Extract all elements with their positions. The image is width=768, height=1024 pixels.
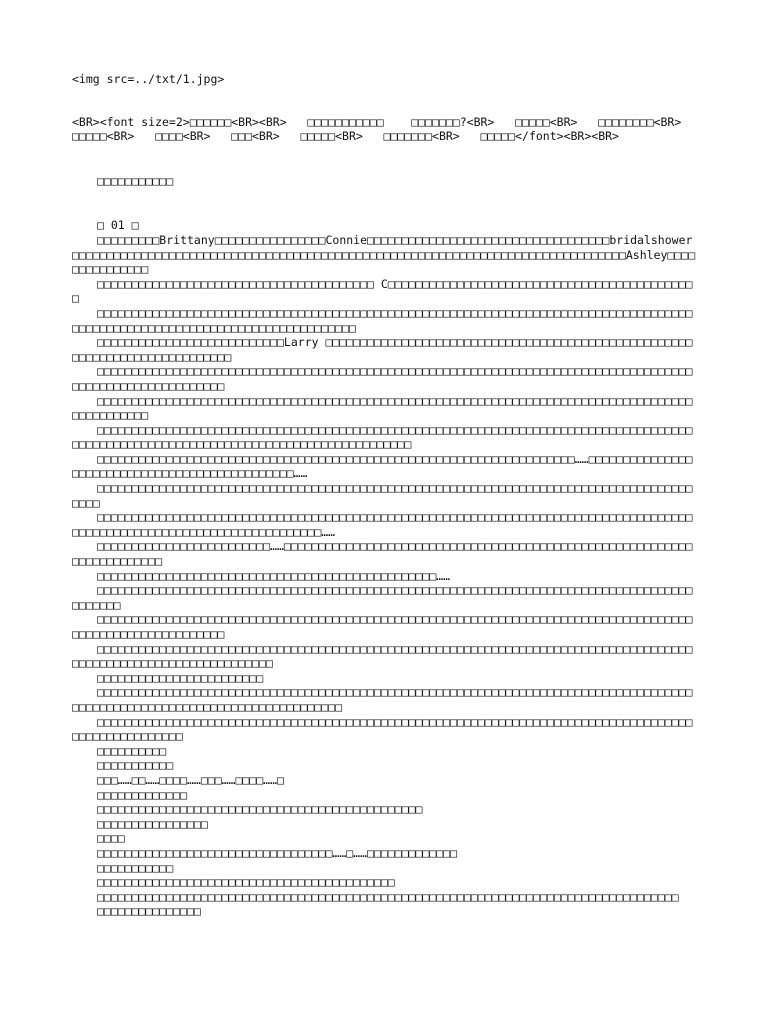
paragraph: □□□□□□□□□□□ bbox=[97, 758, 174, 773]
paragraph: □□□□□□□□□□□□□□□□□□□□□□□□□□□□□□□□□□□□□□□□□□□□□□□□□□□□□□□□□□□□□□□□□□□□□□□□□□□□□□□□□□□□ bbox=[97, 889, 679, 904]
paragraph: □□□□□□□□□□□□□□□□□□□□□□□□□□□□□□□□□□□□□□□□□□□□□□□□□…… bbox=[97, 568, 451, 583]
spacer bbox=[72, 144, 696, 174]
paragraph: □□□……□□……□□□□……□□□……□□□□……□ bbox=[97, 772, 284, 787]
paragraph: □□□□□□□□□□□□□□□□□□□□□□□□□□□□□□□□□□□□□□□□□□□□□□□□□□□□□□□□□□□□□□□□□□□□□□□□□□□□□□□□□□□□□□□□□□ bbox=[72, 481, 693, 510]
paragraph: □□□□□□□□□□□□□□□□□□□□□□□□□□□□□□□□□□□□□□□□□□□□□□□□□□□□□□□□□□□□□□□□□□□□□□□□□□□□□□□□□□□□□□□□□□□□□□□□□□□□□□□□□□□□□□□□□□□□□□□□□□□□□□□□□□□□□□□ bbox=[72, 422, 693, 452]
paragraph: □□□□□□□□□□□□□□□□□□□□□□□□□□□Larry □□□□□□□□□□□□□□□□□□□□□□□□□□□□□□□□□□□□□□□□□□□□□□□□□□□□□□□□□□□□□□□□□□□□□□□□□□□□ bbox=[72, 335, 693, 364]
paragraph: □□□□□□□□□□□□□□□□ bbox=[97, 816, 208, 831]
paragraph: □□□□□□□□□□□□□□□□□□□□□□□□□□□□□□□□□□□□□□□□□□□□□□□ bbox=[97, 802, 423, 817]
img-tag-text: <img src=../txt/1.jpg> bbox=[72, 72, 225, 86]
chapter-number: □ 01 □ bbox=[97, 218, 139, 233]
paragraph: □□□□□□□□□□□ bbox=[97, 860, 174, 875]
document-heading: □□□□□□□□□□□ bbox=[97, 173, 174, 188]
paragraph: □□□□□□□□□□□□□□□□□□□□□□□□□□□□□□□□□□□□□□□□□□□□□□□□□□□□□□□□□□□□□□□□□□□□□□□□□□□□□□□□□□□□□□□□□□□□□□□□□□□□□□□□□□□□□□□□□□□ bbox=[72, 641, 693, 671]
paragraph: □□□□□□□□□□□□□□□□□□□□□□□□□□□□□□□□□□□□□□□□□□□□□□□□□□□□□□□□□□□□□□□□□□□□□□□□□□□□□□□□□□□□□□□□□□□□□ bbox=[72, 583, 693, 612]
paragraph: □□□□□□□□□□□□□□□ bbox=[97, 904, 201, 919]
paragraph: □□□□□□□□□□ bbox=[97, 743, 167, 758]
paragraph: □□□□□□□□□□□□□□□□□□□□□□□□□□□□□□□□□□□□□□□□□□□ bbox=[97, 875, 395, 890]
paragraph: □□□□□□□□□□□□□□□□□□□□□□□□□□□□□□□□□□□□□□□□□□□□□□□□□□□□□□□□□□□□□□□□□□□□□□□□□□□□□□□□□□□□□□□□□□□□□□□□□□□□□□□□□□□□□□□□□□□□□□□□□□□□□ bbox=[72, 685, 693, 714]
paragraph: □□□□□□□□□□□□□□□□□□□□□□□□□……□□□□□□□□□□□□□□□□□□□□□□□□□□□□□□□□□□□□□□□□□□□□□□□□□□□□□□□□□□□□□□□□□□□□□□□□ bbox=[72, 539, 693, 569]
paragraph: □□□□ bbox=[97, 831, 125, 846]
paragraph-list bbox=[72, 233, 696, 919]
paragraph: □□□□□□□□□□□□□□□□□□□□□□□□□□□□□□□□□□□□□□□□□□□□□□□□□□□□□□□□□□□□□□□□□□□□□□□□□□□□□□□□□□□□□□□□□□□□□□□□□ bbox=[72, 393, 693, 423]
spacer bbox=[72, 87, 696, 115]
paragraph: □□□□□□□□□□□□□□□□□□□□□□□□□□□□□□□□□□□□□□□□□□□□□□□□□□□□□□□□□□□□□□□□□□□□□□□□□□□□□□□□□□□□□□□□□□□□□□□□□□□□□□ bbox=[72, 714, 693, 744]
paragraph: □□□□□□□□□□□□□□□□□□□□□□□□□□□□□□□□□□……□……□□□□□□□□□□□□□ bbox=[97, 845, 458, 860]
paragraph: □□□□□□□□□□□□□□□□□□□□□□□□□□□□□□□□□□□□□□□□ C□□□□□□□□□□□□□□□□□□□□□□□□□□□□□□□□□□□□□□□□□□□□□ bbox=[72, 276, 693, 306]
paragraph: □□□□□□□□□□□□□□□□□□□□□□□□ bbox=[97, 670, 264, 685]
paragraph: □□□□□□□□□□□□□□□□□□□□□□□□□□□□□□□□□□□□□□□□□□□□□□□□□□□□□□□□□□□□□□□□□□□□□□□□□□□□□□□□□□□□□□□□□□□□□□□□□□□□□□□□□□□□□□□□□□□□□□□□□□□□□□□ bbox=[72, 305, 693, 335]
paragraph: □□□□□□□□□□□□□□□□□□□□□□□□□□□□□□□□□□□□□□□□□□□□□□□□□□□□□□□□□□□□□□□□□□□□□□□□□□□□□□□□□□□□□□□□□□□□□□□□□□□□□□□□□□□□□□□□□□□□□□□□□□…… bbox=[72, 510, 693, 539]
spacer bbox=[72, 188, 696, 218]
paragraph: □□□□□□□□□Brittany□□□□□□□□□□□□□□□□Connie□□□□□□□□□□□□□□□□□□□□□□□□□□□□□□□□□□□bridalshower□□□□□□□□□□□□□□□□□□□□□□□□□□□□□□□□□□□□□□□□□□□□□□□□□□□□□□□□□□□□□□□□□□□□□□□□□□□□□□□□Ashley□□□□□□□□□□□□□□□ bbox=[72, 232, 696, 277]
paragraph: □□□□□□□□□□□□□□□□□□□□□□□□□□□□□□□□□□□□□□□□□□□□□□□□□□□□□□□□□□□□□□□□□□□□□□□□□□□□□□□□□□□□□□□□□□□□□□□□□□□□□□□□□□□□ bbox=[72, 364, 693, 393]
paragraph: □□□□□□□□□□□□□□□□□□□□□□□□□□□□□□□□□□□□□□□□□□□□□□□□□□□□□□□□□□□□□□□□□□□□□□□□□□□□□□□□□□□□□□□□□□□□□□□□□□□□□□□□□□□□ bbox=[72, 612, 693, 641]
paragraph: □□□□□□□□□□□□□□□□□□□□□□□□□□□□□□□□□□□□□□□□□□□□□□□□□□□□□□□□□□□□□□□□□□□□□……□□□□□□□□□□□□□□□□□□□□□□□□□□□□□□□□□□□□□□□□□□□□□□□…… bbox=[72, 451, 693, 481]
paragraph: □□□□□□□□□□□□□ bbox=[97, 787, 188, 802]
font-block-text: <BR><font size=2>□□□□□□<BR><BR> □□□□□□□□□□□ □□□□□□□?<BR> □□□□□<BR> □□□□□□□□<BR> □□□□□<BR> □□□□<BR> □□□<BR> □□□□□<BR> □□□□□□□<BR> □□□□□</font><BR><BR> bbox=[72, 114, 703, 144]
